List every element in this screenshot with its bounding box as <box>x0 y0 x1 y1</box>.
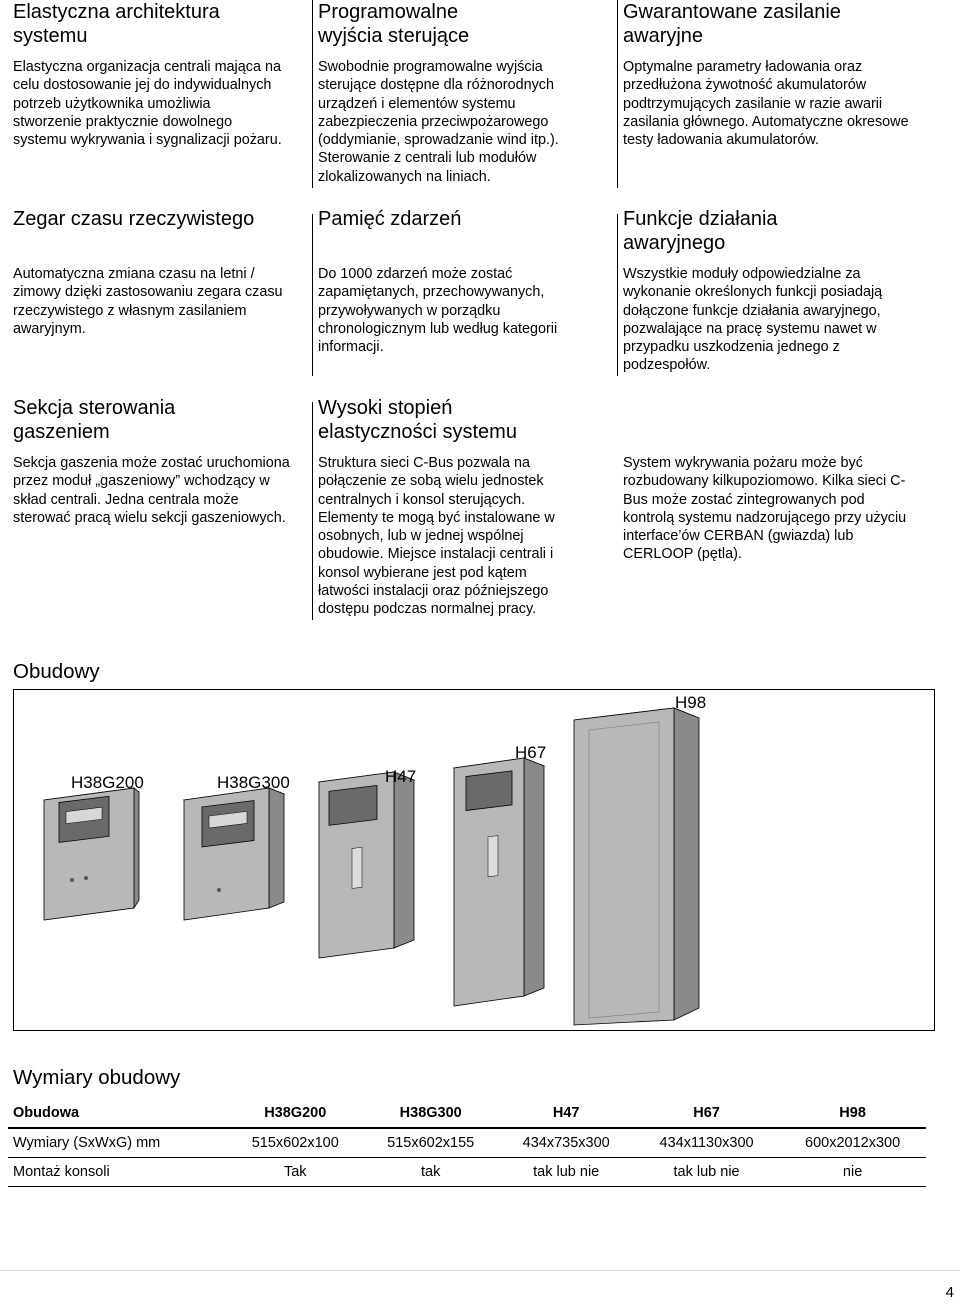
table-cell: tak <box>421 1164 441 1180</box>
feature-power <box>623 0 909 149</box>
table-cell: 515x602x155 <box>387 1135 475 1151</box>
dimensions-heading: Wymiary obudowy <box>13 1066 181 1089</box>
column-divider <box>312 402 313 620</box>
table-cell: Wymiary (SxWxG) mm <box>13 1135 161 1151</box>
feature-text: Swobodnie programowalne wyjścia sterujące dostępne dla różnorodnych urządzeń i elementów systemu zabezpieczenia przeciwpożarowego (oddymianie, sprowadzanie wind itp.). Sterowanie z centrali lub modułów zlokalizowanych na liniach. <box>318 59 559 185</box>
housings-drawing <box>14 690 934 1030</box>
column-divider <box>312 214 313 376</box>
column-divider <box>617 214 618 376</box>
feature-title: Sekcja sterowania gaszeniem <box>13 397 176 443</box>
feature-clock <box>13 207 298 337</box>
feature-outputs <box>318 0 603 185</box>
feature-event-memory <box>318 207 603 356</box>
cabinet-h47-illustration <box>319 772 414 958</box>
feature-text: Automatyczna zmiana czasu na letni / zimowy dzięki zastosowaniu zegara czasu rzeczywistego z własnym zasilaniem awaryjnym. <box>13 266 283 337</box>
feature-extinguishing <box>13 396 298 526</box>
feature-text: Wszystkie moduły odpowiedzialne za wykonanie określonych funkcji posiadają dołączone funkcje działania awaryjnego, pozwalające na pracę systemu nawet w przypadku uszkodzenia jednego z podzespołów. <box>623 266 883 374</box>
table-cell: nie <box>842 1164 863 1180</box>
feature-text: Elastyczna organizacja centrali mająca na celu dostosowanie jej do indywidualnych potrzeb użytkownika umożliwia stworzenie praktycznie dowolnego systemu wykrywania i sygnalizacji pożaru. <box>13 59 282 149</box>
feature-text: System wykrywania pożaru może być rozbudowany kilkupoziomowo. Kilka sieci C-Bus może zostać zintegrowanych pod kontrolą systemu nadzorującego przy użyciu interface’ów CERBAN (gwiazda) lub CERLOOP (pętla). <box>623 455 907 563</box>
feature-title: Gwarantowane zasilanie awaryjne <box>623 1 841 47</box>
table-row <box>8 1128 926 1158</box>
housing-label: H38G300 <box>217 773 290 792</box>
table-header-row <box>8 1099 926 1128</box>
feature-architecture <box>13 0 298 149</box>
cabinet-h67-illustration <box>454 758 544 1006</box>
table-cell: tak lub nie <box>533 1164 600 1180</box>
table-header-cell: H47 <box>552 1105 580 1121</box>
column-divider <box>312 0 313 188</box>
housing-label: H38G200 <box>71 773 144 792</box>
table-cell: 600x2012x300 <box>805 1135 901 1151</box>
housings-illustration <box>13 689 935 1031</box>
footer-divider <box>0 1270 960 1271</box>
table-header-cell: H67 <box>693 1105 720 1121</box>
feature-title: Funkcje działania awaryjnego <box>623 208 778 254</box>
feature-text: Struktura sieci C-Bus pozwala na połączenie ze sobą wielu jednostek centralnych i konsol sterujących. Elementy te mogą być instalowane w osobnych, lub w jednej wspólnej obudowie. Miejsce instalacji centrali i konsol wybierane jest pod kątem łatwości instalacji oraz późniejszego dostępu podczas normalnej pracy. <box>318 455 555 618</box>
cabinet-h38g200-illustration <box>44 788 139 920</box>
table-cell: 515x602x100 <box>251 1135 339 1151</box>
table-cell: tak lub nie <box>673 1164 740 1180</box>
table-row <box>8 1158 926 1187</box>
feature-text: Sekcja gaszenia może zostać uruchomiona przez moduł „gaszeniowy” wchodzący w skład centrali. Jedna centrala może sterować pracą wielu sekcji gaszeniowych. <box>13 455 290 526</box>
feature-title: Wysoki stopień elastyczności systemu <box>318 397 517 443</box>
table-cell: Montaż konsoli <box>13 1164 110 1180</box>
housing-label: H67 <box>515 743 547 762</box>
page-number: 4 <box>945 1284 954 1301</box>
feature-title: Programowalne wyjścia sterujące <box>318 1 470 47</box>
feature-title: Zegar czasu rzeczywistego <box>13 208 255 230</box>
table-header-cell: H38G200 <box>264 1105 327 1121</box>
housing-label: H47 <box>385 767 417 786</box>
table-cell: 434x735x300 <box>522 1135 610 1151</box>
feature-text: Optymalne parametry ładowania oraz przedłużona żywotność akumulatorów podtrzymujących zasilanie w razie awarii zasilania głównego. Automatyczne okresowe testy ładowania akumulatorów. <box>623 59 909 149</box>
table-header-cell: H98 <box>839 1105 866 1121</box>
column-divider <box>617 0 618 188</box>
table-header-cell: Obudowa <box>13 1105 80 1121</box>
table-cell: 434x1130x300 <box>659 1135 754 1151</box>
table-header-cell: H38G300 <box>399 1105 462 1121</box>
cabinet-h38g300-illustration <box>184 788 284 920</box>
feature-title: Pamięć zdarzeń <box>318 208 462 230</box>
housings-heading: Obudowy <box>13 660 100 683</box>
feature-emergency <box>623 207 908 374</box>
feature-flexibility <box>318 396 603 618</box>
cabinet-h98-illustration <box>574 708 699 1025</box>
housing-label: H98 <box>675 693 707 712</box>
table-cell: Tak <box>283 1164 307 1180</box>
dimensions-table <box>8 1099 926 1187</box>
feature-title: Elastyczna architektura systemu <box>13 1 220 47</box>
feature-text: Do 1000 zdarzeń może zostać zapamiętanych, przechowywanych, przywoływanych w porządku chronologicznym lub według kategorii informacji. <box>318 266 558 356</box>
